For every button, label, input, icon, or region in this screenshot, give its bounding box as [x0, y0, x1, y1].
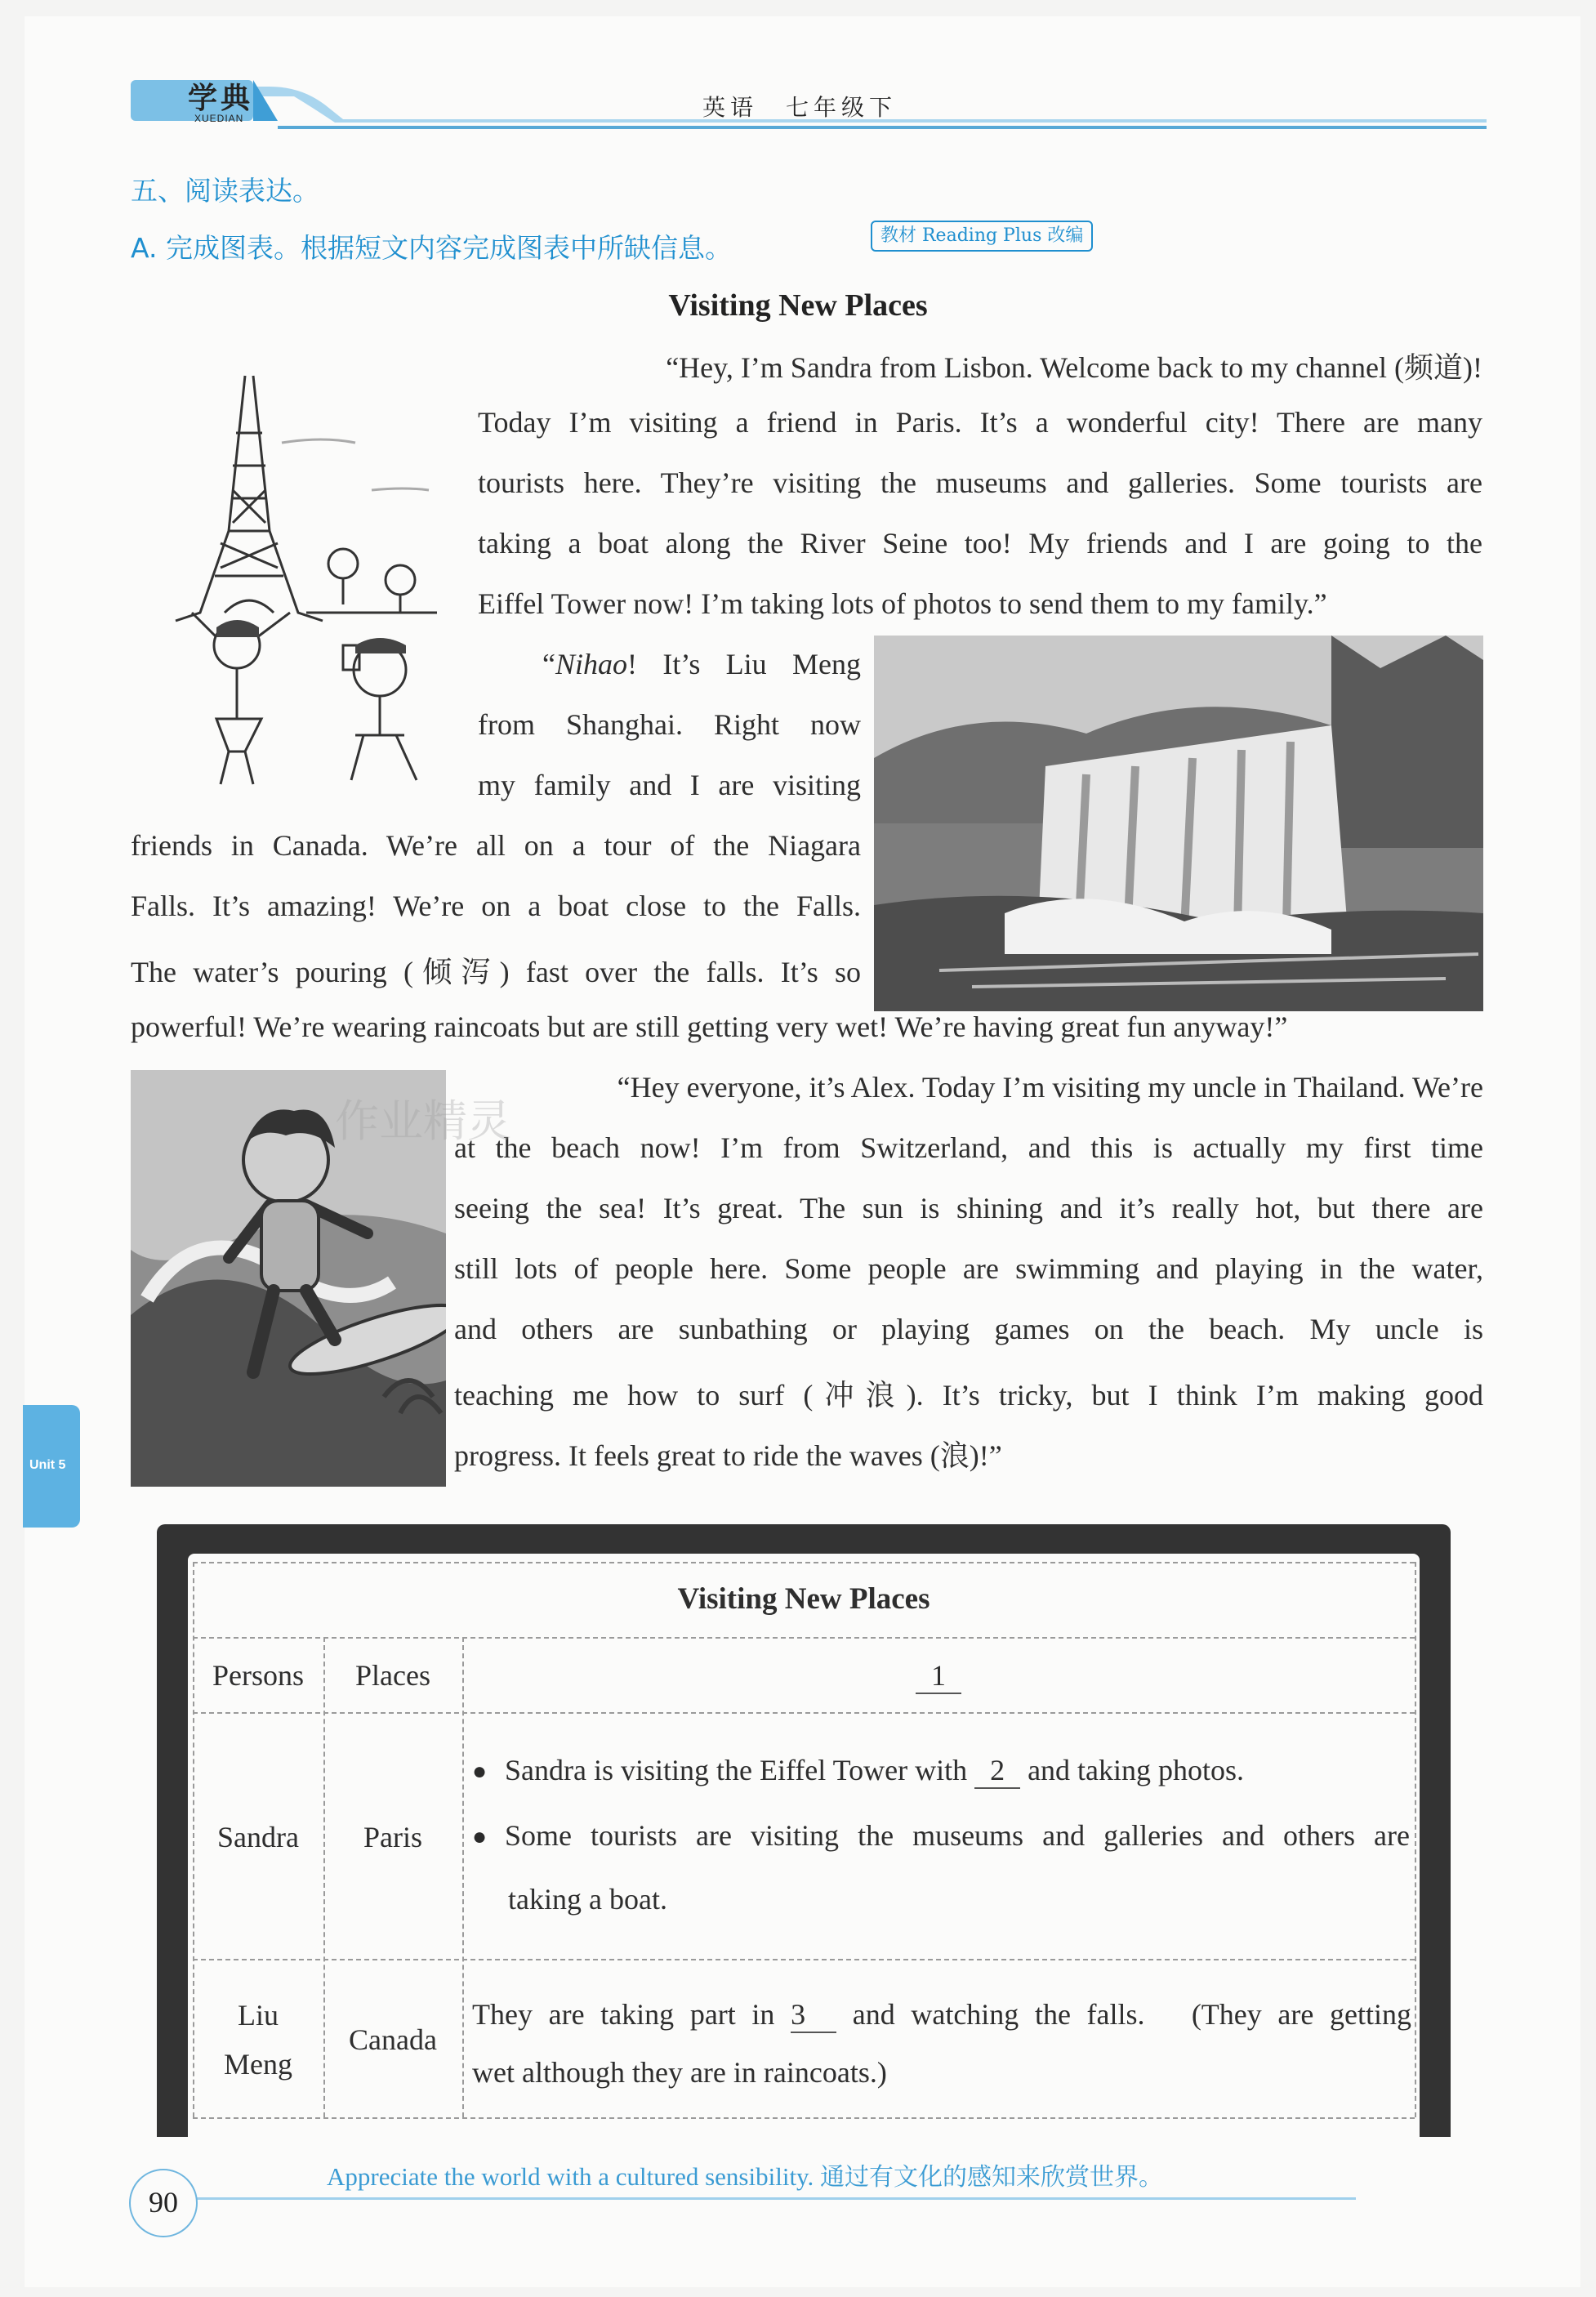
p2-line-4: friends in Canada. We’re all on a tour of the Niagara: [131, 829, 861, 862]
p3-line-2: at the beach now! I’m from Switzerland, and this is actually my first time: [454, 1131, 1483, 1164]
liumeng-line-1: [472, 1991, 1411, 2033]
header-rule: [278, 126, 1487, 129]
p1-line-3: tourists here. They’re visiting the museums and galleries. Some tourists are: [478, 466, 1482, 499]
answer-blank-2[interactable]: 2: [974, 1753, 1020, 1789]
p3-line-7: progress. It feels great to ride the waves (浪)!”: [454, 1439, 1002, 1472]
p3-line-3: seeing the sea! It’s great. The sun is shining and it’s really hot, but there are: [454, 1192, 1483, 1224]
sandra-b1-text: Sandra is visiting the Eiffel Tower with: [505, 1754, 968, 1786]
eiffel-tower-illustration: [167, 368, 453, 801]
p2-line-5: Falls. It’s amazing! We’re on a boat close to the Falls.: [131, 890, 861, 922]
person-sandra: Sandra: [217, 1821, 299, 1853]
header-places: Places: [355, 1659, 430, 1692]
header-blank-1: [462, 1658, 1415, 1694]
p2-line-1: “Nihao! It’s Liu Meng: [542, 648, 861, 680]
sandra-bullet-1: [505, 1753, 1244, 1789]
p1-line-2: Today I’m visiting a friend in Paris. It’s a wonderful city! There are many: [478, 406, 1482, 439]
table-border-top: [193, 1562, 1415, 1563]
liumeng-post: and watching the falls. (They are getting: [852, 1998, 1411, 2031]
page-number: 90: [129, 2169, 198, 2237]
bullet-icon: ●: [472, 1758, 488, 1785]
p1-line-4: taking a boat along the River Seine too! My friends and I are going to the: [478, 527, 1482, 560]
table-border-right: [1415, 1562, 1416, 2117]
answer-blank-3[interactable]: 3: [791, 1997, 836, 2033]
p3-line-5: and others are sunbathing or playing games on the beach. My uncle is: [454, 1313, 1483, 1345]
table-rule: [193, 1959, 1415, 1960]
person-liu: Liu: [238, 1999, 279, 2032]
unit-label: Unit 5: [29, 1458, 66, 1472]
section-instruction: A. 完成图表。根据短文内容完成图表中所缺信息。: [131, 232, 732, 264]
p1-line-1: “Hey, I’m Sandra from Lisbon. Welcome back to my channel (频道)!: [666, 351, 1482, 384]
logo-subtitle: XUEDIAN: [194, 113, 244, 124]
place-canada: Canada: [349, 2023, 437, 2056]
liumeng-line-2: wet although they are in raincoats.): [472, 2056, 887, 2089]
article-title: Visiting New Places: [668, 288, 928, 323]
footer-motto-en: Appreciate the world with a cultured sensibility.: [327, 2162, 814, 2191]
sandra-b1-end: and taking photos.: [1028, 1754, 1245, 1786]
source-badge: 教材 Reading Plus 改编: [871, 221, 1093, 252]
p1-line-5: Eiffel Tower now! I’m taking lots of photos to send them to my family.”: [478, 587, 1327, 620]
p2-line-2: from Shanghai. Right now: [478, 708, 861, 741]
logo-text: 学典: [188, 81, 254, 115]
table-rule: [193, 2117, 1415, 2119]
bullet-icon: ●: [472, 1823, 488, 1850]
p2-line-1-rest: ! It’s Liu Meng: [627, 648, 861, 680]
p3-line-1: “Hey everyone, it’s Alex. Today I’m visiting my uncle in Thailand. We’re: [617, 1071, 1483, 1104]
liumeng-pre: They are taking part in: [472, 1998, 775, 2031]
table-col-rule: [462, 1637, 464, 2117]
footer-motto: [327, 2157, 1163, 2192]
p2-line-6: The water’s pouring (倾泻) fast over the falls. It’s so: [131, 956, 861, 988]
section-heading: 五、阅读表达。: [131, 175, 319, 207]
table-rule: [193, 1712, 1415, 1714]
table-title: Visiting New Places: [677, 1582, 930, 1616]
sandra-bullet-2-cont: taking a boat.: [508, 1883, 667, 1916]
footer-motto-cn: 通过有文化的感知来欣赏世界。: [820, 2163, 1164, 2192]
place-paris: Paris: [363, 1821, 422, 1853]
subject-title: 英语 七年级下: [702, 94, 898, 121]
nihao-greeting: Nihao: [555, 648, 627, 680]
footer-rule: [196, 2197, 1356, 2200]
p3-line-4: still lots of people here. Some people are swimming and playing in the water,: [454, 1252, 1483, 1285]
sandra-bullet-2: Some tourists are visiting the museums and galleries and others are: [505, 1819, 1410, 1852]
table-rule: [193, 1637, 1415, 1639]
answer-blank-1[interactable]: 1: [916, 1658, 961, 1694]
p3-line-6: teaching me how to surf (冲浪). It’s tricky, but I think I’m making good: [454, 1379, 1483, 1412]
niagara-falls-illustration: [874, 636, 1483, 1011]
p2-line-3: my family and I are visiting: [478, 769, 861, 801]
p2-line-7: powerful! We’re wearing raincoats but are still getting very wet! We’re having great fun anyway!”: [131, 1010, 1288, 1043]
watermark-text: 作业精灵: [335, 1095, 511, 1147]
header-persons: Persons: [212, 1659, 304, 1692]
person-meng: Meng: [224, 2048, 292, 2081]
